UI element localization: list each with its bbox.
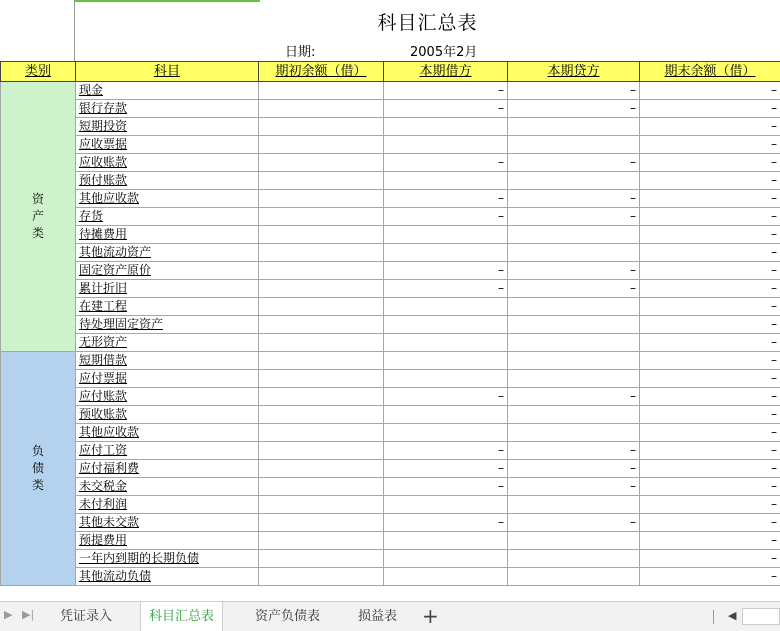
- table-row: [1, 82, 780, 100]
- period-debit-cell[interactable]: –: [384, 82, 508, 100]
- closing-balance-cell[interactable]: –: [640, 190, 780, 208]
- period-debit-cell[interactable]: [384, 352, 508, 370]
- opening-balance-cell[interactable]: [259, 118, 384, 136]
- closing-balance-cell[interactable]: –: [640, 478, 780, 496]
- account-cell[interactable]: 一年内到期的长期负债: [76, 550, 259, 568]
- account-cell[interactable]: 存货: [76, 208, 259, 226]
- closing-balance-cell[interactable]: –: [640, 154, 780, 172]
- period-credit-cell[interactable]: –: [508, 262, 640, 280]
- opening-balance-cell[interactable]: [259, 352, 384, 370]
- sheet-tab-bar: [0, 601, 780, 631]
- closing-balance-cell[interactable]: –: [640, 514, 780, 532]
- period-debit-cell[interactable]: [384, 370, 508, 388]
- header-opening-balance[interactable]: 期初余额（借）: [259, 62, 384, 82]
- period-credit-cell[interactable]: [508, 550, 640, 568]
- period-credit-cell[interactable]: –: [508, 280, 640, 298]
- closing-balance-cell[interactable]: –: [640, 388, 780, 406]
- period-credit-cell[interactable]: –: [508, 154, 640, 172]
- opening-balance-cell[interactable]: [259, 136, 384, 154]
- closing-balance-cell[interactable]: –: [640, 550, 780, 568]
- account-cell[interactable]: 未交税金: [76, 478, 259, 496]
- period-credit-cell[interactable]: [508, 406, 640, 424]
- closing-balance-cell[interactable]: –: [640, 460, 780, 478]
- tab-balance-sheet[interactable]: 资产负债表: [255, 609, 321, 624]
- opening-balance-cell[interactable]: [259, 208, 384, 226]
- table-row: [1, 136, 780, 154]
- account-cell[interactable]: 应付福利费: [76, 460, 259, 478]
- tab-account-summary[interactable]: 科目汇总表: [140, 602, 223, 631]
- table-row: [1, 496, 780, 514]
- opening-balance-cell[interactable]: [259, 496, 384, 514]
- table-row: [1, 208, 780, 226]
- table-row: [1, 550, 780, 568]
- table-row: [1, 316, 780, 334]
- header-row: [1, 62, 780, 82]
- period-debit-cell[interactable]: –: [384, 100, 508, 118]
- opening-balance-cell[interactable]: [259, 226, 384, 244]
- table-row: [1, 406, 780, 424]
- period-credit-cell[interactable]: –: [508, 82, 640, 100]
- account-cell[interactable]: 应收票据: [76, 136, 259, 154]
- closing-balance-cell[interactable]: –: [640, 226, 780, 244]
- period-credit-cell[interactable]: [508, 316, 640, 334]
- first-sheet-icon[interactable]: ▶: [4, 608, 13, 621]
- opening-balance-cell[interactable]: [259, 244, 384, 262]
- period-debit-cell[interactable]: –: [384, 154, 508, 172]
- account-cell[interactable]: 固定资产原价: [76, 262, 259, 280]
- table-row: [1, 172, 780, 190]
- closing-balance-cell[interactable]: –: [640, 442, 780, 460]
- divider: [713, 610, 714, 624]
- period-debit-cell[interactable]: –: [384, 262, 508, 280]
- period-debit-cell[interactable]: –: [384, 190, 508, 208]
- account-cell[interactable]: 短期借款: [76, 352, 259, 370]
- opening-balance-cell[interactable]: [259, 154, 384, 172]
- account-cell[interactable]: 无形资产: [76, 334, 259, 352]
- account-cell[interactable]: 应付票据: [76, 370, 259, 388]
- period-debit-cell[interactable]: [384, 406, 508, 424]
- header-period-credit[interactable]: 本期贷方: [508, 62, 640, 82]
- period-credit-cell[interactable]: –: [508, 442, 640, 460]
- period-debit-cell[interactable]: [384, 136, 508, 154]
- closing-balance-cell[interactable]: –: [640, 244, 780, 262]
- tab-income-statement[interactable]: 损益表: [358, 609, 398, 624]
- date-value[interactable]: 2005年2月: [410, 45, 478, 60]
- table-row: [1, 568, 780, 586]
- table-row: [1, 244, 780, 262]
- account-cell[interactable]: 应收账款: [76, 154, 259, 172]
- header-category[interactable]: 类别: [1, 62, 76, 82]
- closing-balance-cell[interactable]: –: [640, 262, 780, 280]
- closing-balance-cell[interactable]: –: [640, 532, 780, 550]
- closing-balance-cell[interactable]: –: [640, 424, 780, 442]
- period-debit-cell[interactable]: –: [384, 460, 508, 478]
- closing-balance-cell[interactable]: –: [640, 100, 780, 118]
- table-row: [1, 478, 780, 496]
- table-row: [1, 280, 780, 298]
- table-row: [1, 442, 780, 460]
- account-cell[interactable]: 其他应收款: [76, 424, 259, 442]
- period-credit-cell[interactable]: [508, 118, 640, 136]
- opening-balance-cell[interactable]: [259, 190, 384, 208]
- closing-balance-cell[interactable]: –: [640, 370, 780, 388]
- opening-balance-cell[interactable]: [259, 100, 384, 118]
- last-sheet-icon[interactable]: ▶|: [22, 608, 35, 621]
- opening-balance-cell[interactable]: [259, 460, 384, 478]
- period-debit-cell[interactable]: [384, 550, 508, 568]
- opening-balance-cell[interactable]: [259, 334, 384, 352]
- period-debit-cell[interactable]: [384, 568, 508, 586]
- sheet-title: 科目汇总表: [377, 12, 478, 34]
- closing-balance-cell[interactable]: –: [640, 352, 780, 370]
- table-row: [1, 424, 780, 442]
- period-credit-cell[interactable]: [508, 226, 640, 244]
- account-cell[interactable]: 未付利润: [76, 496, 259, 514]
- account-cell[interactable]: 预收账款: [76, 406, 259, 424]
- opening-balance-cell[interactable]: [259, 514, 384, 532]
- period-credit-cell[interactable]: [508, 568, 640, 586]
- account-cell[interactable]: 应付账款: [76, 388, 259, 406]
- period-debit-cell[interactable]: –: [384, 208, 508, 226]
- date-label: 日期:: [285, 45, 316, 60]
- period-debit-cell[interactable]: [384, 424, 508, 442]
- period-debit-cell[interactable]: [384, 298, 508, 316]
- period-debit-cell[interactable]: [384, 118, 508, 136]
- period-credit-cell[interactable]: –: [508, 100, 640, 118]
- table-row: [1, 460, 780, 478]
- header-closing-balance[interactable]: 期末余额（借）: [640, 62, 780, 82]
- summary-table: [0, 61, 780, 586]
- table-row: [1, 262, 780, 280]
- period-credit-cell[interactable]: –: [508, 388, 640, 406]
- period-debit-cell[interactable]: [384, 334, 508, 352]
- period-credit-cell[interactable]: [508, 334, 640, 352]
- period-debit-cell[interactable]: [384, 316, 508, 334]
- opening-balance-cell[interactable]: [259, 550, 384, 568]
- period-credit-cell[interactable]: [508, 370, 640, 388]
- opening-balance-cell[interactable]: [259, 424, 384, 442]
- period-credit-cell[interactable]: [508, 352, 640, 370]
- closing-balance-cell[interactable]: –: [640, 280, 780, 298]
- period-debit-cell[interactable]: –: [384, 280, 508, 298]
- table-row: [1, 118, 780, 136]
- table-row: [1, 514, 780, 532]
- opening-balance-cell[interactable]: [259, 280, 384, 298]
- closing-balance-cell[interactable]: –: [640, 136, 780, 154]
- account-cell[interactable]: 待处理固定资产: [76, 316, 259, 334]
- account-cell[interactable]: 预提费用: [76, 532, 259, 550]
- opening-balance-cell[interactable]: [259, 298, 384, 316]
- opening-balance-cell[interactable]: [259, 172, 384, 190]
- period-credit-cell[interactable]: [508, 298, 640, 316]
- period-credit-cell[interactable]: –: [508, 460, 640, 478]
- closing-balance-cell[interactable]: –: [640, 316, 780, 334]
- closing-balance-cell[interactable]: –: [640, 172, 780, 190]
- period-debit-cell[interactable]: [384, 496, 508, 514]
- account-cell[interactable]: 现金: [76, 82, 259, 100]
- table-row: [1, 370, 780, 388]
- period-debit-cell[interactable]: –: [384, 442, 508, 460]
- account-cell[interactable]: 短期投资: [76, 118, 259, 136]
- table-row: [1, 352, 780, 370]
- account-cell[interactable]: 其他未交款: [76, 514, 259, 532]
- opening-balance-cell[interactable]: [259, 388, 384, 406]
- period-credit-cell[interactable]: –: [508, 208, 640, 226]
- period-credit-cell[interactable]: –: [508, 190, 640, 208]
- account-cell[interactable]: 其他流动负债: [76, 568, 259, 586]
- table-row: [1, 154, 780, 172]
- account-cell[interactable]: 其他流动资产: [76, 244, 259, 262]
- table-row: [1, 388, 780, 406]
- tab-voucher-entry[interactable]: 凭证录入: [60, 609, 113, 624]
- closing-balance-cell[interactable]: –: [640, 118, 780, 136]
- closing-balance-cell[interactable]: –: [640, 568, 780, 586]
- selected-cell-indicator: [75, 0, 260, 2]
- table-row: [1, 190, 780, 208]
- period-credit-cell[interactable]: [508, 136, 640, 154]
- table-row: [1, 226, 780, 244]
- opening-balance-cell[interactable]: [259, 406, 384, 424]
- category-assets[interactable]: 资 产 类: [1, 82, 76, 352]
- closing-balance-cell[interactable]: –: [640, 406, 780, 424]
- opening-balance-cell[interactable]: [259, 370, 384, 388]
- period-debit-cell[interactable]: [384, 244, 508, 262]
- period-debit-cell[interactable]: [384, 226, 508, 244]
- period-credit-cell[interactable]: [508, 424, 640, 442]
- opening-balance-cell[interactable]: [259, 568, 384, 586]
- account-cell[interactable]: 预付账款: [76, 172, 259, 190]
- period-debit-cell[interactable]: –: [384, 388, 508, 406]
- period-credit-cell[interactable]: –: [508, 514, 640, 532]
- period-credit-cell[interactable]: [508, 496, 640, 514]
- period-credit-cell[interactable]: [508, 244, 640, 262]
- header-account[interactable]: 科目: [76, 62, 259, 82]
- category-liabilities[interactable]: 负 债 类: [1, 352, 76, 586]
- account-cell[interactable]: 应付工资: [76, 442, 259, 460]
- opening-balance-cell[interactable]: [259, 442, 384, 460]
- scroll-left-icon[interactable]: ◀: [728, 609, 737, 622]
- closing-balance-cell[interactable]: –: [640, 298, 780, 316]
- horizontal-scrollbar[interactable]: [742, 608, 780, 625]
- account-cell[interactable]: 累计折旧: [76, 280, 259, 298]
- opening-balance-cell[interactable]: [259, 262, 384, 280]
- period-debit-cell[interactable]: –: [384, 514, 508, 532]
- period-credit-cell[interactable]: [508, 532, 640, 550]
- period-debit-cell[interactable]: –: [384, 478, 508, 496]
- closing-balance-cell[interactable]: –: [640, 82, 780, 100]
- period-debit-cell[interactable]: [384, 172, 508, 190]
- account-cell[interactable]: 待摊费用: [76, 226, 259, 244]
- table-row: [1, 334, 780, 352]
- table-row: [1, 532, 780, 550]
- closing-balance-cell[interactable]: –: [640, 496, 780, 514]
- closing-balance-cell[interactable]: –: [640, 334, 780, 352]
- account-cell[interactable]: 其他应收款: [76, 190, 259, 208]
- table-row: [1, 298, 780, 316]
- plus-icon[interactable]: +: [422, 604, 439, 628]
- opening-balance-cell[interactable]: [259, 532, 384, 550]
- opening-balance-cell[interactable]: [259, 82, 384, 100]
- closing-balance-cell[interactable]: –: [640, 208, 780, 226]
- table-row: [1, 100, 780, 118]
- account-cell[interactable]: 在建工程: [76, 298, 259, 316]
- opening-balance-cell[interactable]: [259, 478, 384, 496]
- period-credit-cell[interactable]: –: [508, 478, 640, 496]
- period-credit-cell[interactable]: [508, 172, 640, 190]
- account-cell[interactable]: 银行存款: [76, 100, 259, 118]
- header-period-debit[interactable]: 本期借方: [384, 62, 508, 82]
- period-debit-cell[interactable]: [384, 532, 508, 550]
- opening-balance-cell[interactable]: [259, 316, 384, 334]
